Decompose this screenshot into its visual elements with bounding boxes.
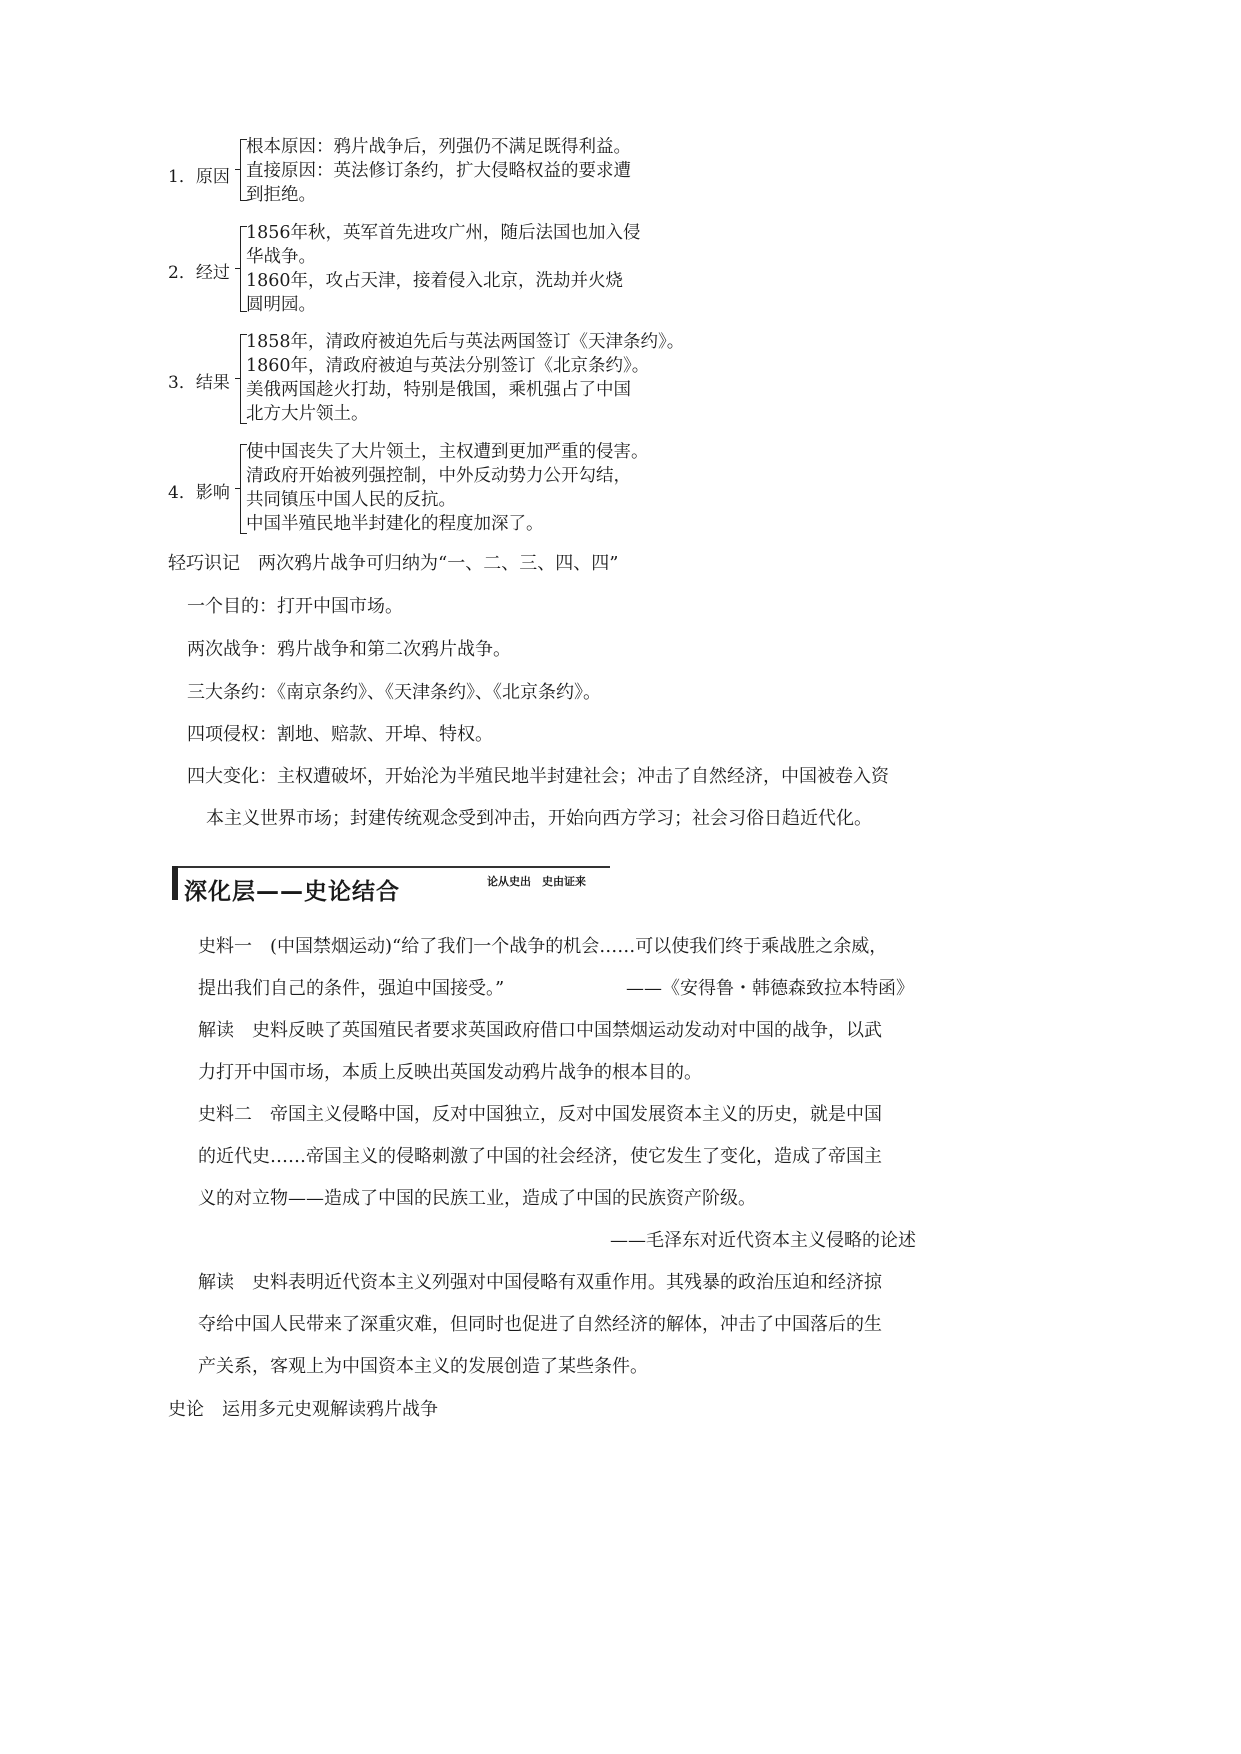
reading-line: 夺给中国人民带来了深重灾难，但同时也促进了自然经济的解体，冲击了中国落后的生 [198, 1314, 882, 1335]
memory-item: 四项侵权：割地、赔款、开埠、特权。 [187, 724, 493, 745]
section-line: 1856年秋，英军首先进攻广州，随后法国也加入侵 [246, 223, 641, 243]
brace-tip-icon [235, 378, 240, 379]
layer-subtitle: 论从史出 史由证来 [487, 875, 586, 888]
shilun-heading: 史论 运用多元史观解读鸦片战争 [168, 1399, 438, 1420]
reading-line: 力打开中国市场，本质上反映出英国发动鸦片战争的根本目的。 [198, 1062, 702, 1083]
section-line: 北方大片领土。 [246, 404, 369, 424]
section-line: 华战争。 [246, 247, 316, 267]
brace-tip-icon [235, 268, 240, 269]
section-line: 共同镇压中国人民的反抗。 [246, 490, 456, 510]
header-rule [172, 866, 610, 868]
section-label: 1．原因 [168, 167, 230, 187]
section-line: 中国半殖民地半封建化的程度加深了。 [246, 514, 544, 534]
memory-item-continuation: 本主义世界市场；封建传统观念受到冲击，开始向西方学习；社会习俗日趋近代化。 [206, 808, 872, 829]
material-source: ——《安得鲁・韩德森致拉本特函》 [626, 978, 914, 999]
section-line: 1858年，清政府被迫先后与英法两国签订《天津条约》。 [246, 332, 685, 352]
material-line: 提出我们自己的条件，强迫中国接受。” [198, 978, 505, 999]
section-line: 美俄两国趁火打劫，特别是俄国，乘机强占了中国 [246, 380, 631, 400]
section-line: 直接原因：英法修订条约，扩大侵略权益的要求遭 [246, 161, 631, 181]
memory-item: 一个目的：打开中国市场。 [187, 596, 403, 617]
brace-tip-icon [235, 488, 240, 489]
section-line: 1860年，攻占天津，接着侵入北京，洗劫并火烧 [246, 271, 624, 291]
material-line: 史料一 (中国禁烟运动)“给了我们一个战争的机会……可以使我们终于乘战胜之余威， [198, 936, 888, 957]
section-label: 4．影响 [168, 483, 230, 503]
section-line: 圆明园。 [246, 295, 316, 315]
memory-item: 四大变化：主权遭破坏，开始沦为半殖民地半封建社会；冲击了自然经济，中国被卷入资 [187, 766, 889, 787]
memory-title: 轻巧识记 两次鸦片战争可归纳为“一、二、三、四、四” [168, 553, 619, 574]
memory-item: 三大条约：《南京条约》、《天津条约》、《北京条约》。 [187, 682, 601, 703]
material-line: 的近代史……帝国主义的侵略刺激了中国的社会经济，使它发生了变化，造成了帝国主 [198, 1146, 882, 1167]
section-line: 根本原因：鸦片战争后，列强仍不满足既得利益。 [246, 137, 631, 157]
section-line: 到拒绝。 [246, 185, 316, 205]
material-line: 史料二 帝国主义侵略中国，反对中国独立，反对中国发展资本主义的历史，就是中国 [198, 1104, 882, 1125]
section-label: 2．经过 [168, 263, 230, 283]
reading-line: 解读 史料反映了英国殖民者要求英国政府借口中国禁烟运动发动对中国的战争，以武 [198, 1020, 882, 1041]
section-line: 使中国丧失了大片领土，主权遭到更加严重的侵害。 [246, 442, 649, 462]
material-line: 义的对立物——造成了中国的民族工业，造成了中国的民族资产阶级。 [198, 1188, 756, 1209]
header-bar-icon [172, 866, 178, 900]
memory-item: 两次战争：鸦片战争和第二次鸦片战争。 [187, 639, 511, 660]
reading-line: 产关系，客观上为中国资本主义的发展创造了某些条件。 [198, 1356, 648, 1377]
brace-tip-icon [235, 169, 240, 170]
reading-line: 解读 史料表明近代资本主义列强对中国侵略有双重作用。其残暴的政治压迫和经济掠 [198, 1272, 882, 1293]
section-label: 3．结果 [168, 373, 230, 393]
material-source: ——毛泽东对近代资本主义侵略的论述 [610, 1230, 916, 1251]
section-line: 1860年，清政府被迫与英法分别签订《北京条约》。 [246, 356, 650, 376]
section-line: 清政府开始被列强控制，中外反动势力公开勾结， [246, 466, 631, 486]
layer-title: 深化层——史论结合 [184, 879, 400, 905]
